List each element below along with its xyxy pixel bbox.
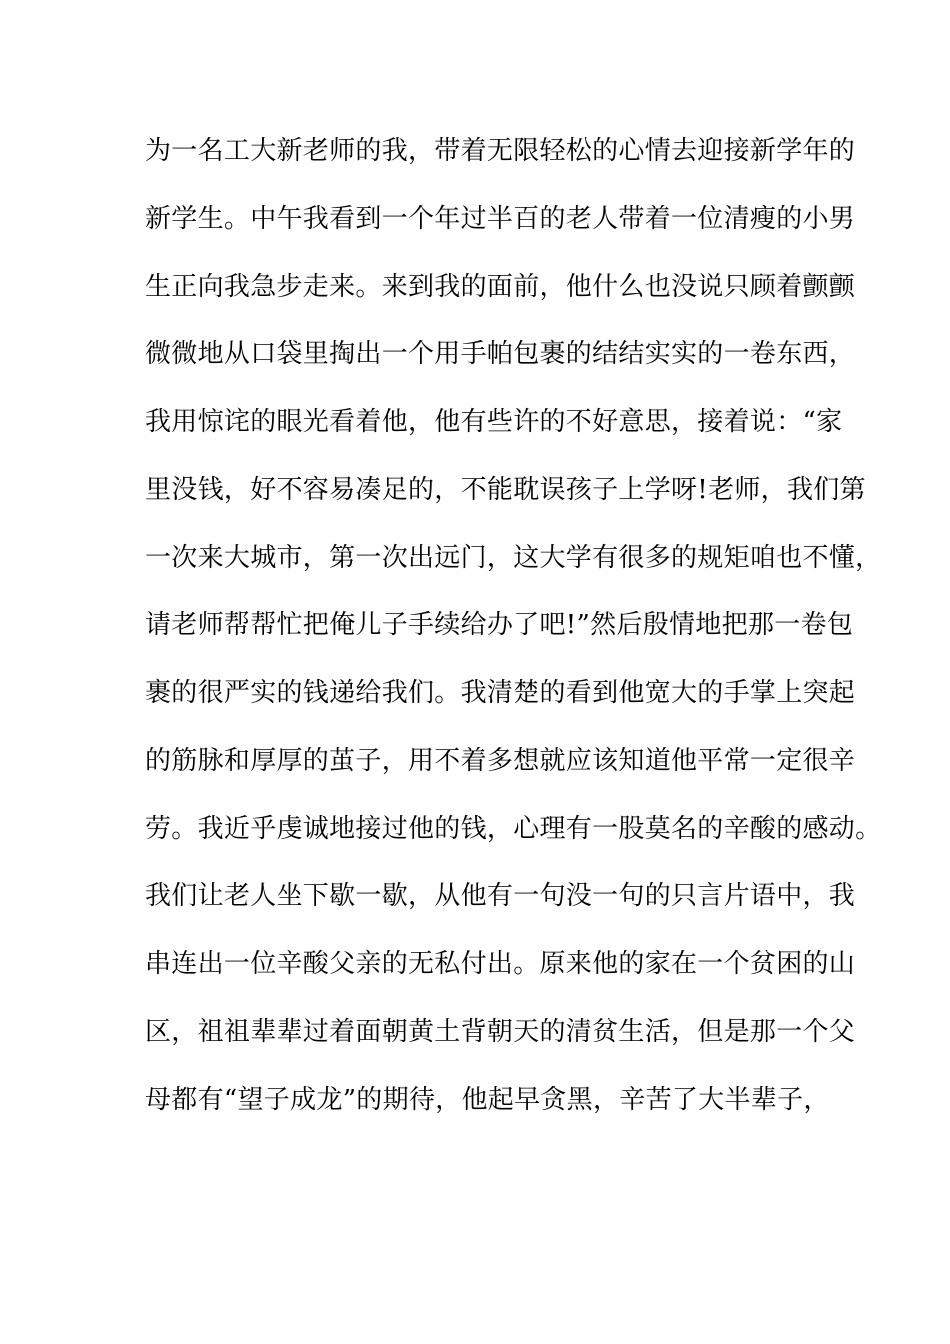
text-line: 新学生。中午我看到一个年过半百的老人带着一位清瘦的小男: [145, 203, 856, 234]
text-line: 串连出一位辛酸父亲的无私付出。原来他的家在一个贫困的山: [145, 949, 856, 979]
text-line: 区，祖祖辈辈过着面朝黄土背朝天的清贫生活，但是那一个父: [145, 1016, 856, 1047]
text-line: 劳。我近乎虔诚地接过他的钱，心理有一股莫名的辛酸的感动。: [145, 813, 882, 844]
text-line: 裹的很严实的钱递给我们。我清楚的看到他宽大的手掌上突起: [145, 678, 856, 708]
text-line: 请老师帮帮忙把俺儿子手续给办了吧!”然后殷情地把那一卷包: [145, 610, 854, 641]
text-line: 母都有“望子成龙”的期待，他起早贪黑，辛苦了大半辈子，: [145, 1084, 830, 1115]
body-text: [145, 129, 882, 1145]
text-line: 微微地从口袋里掏出一个用手帕包裹的结结实实的一卷东西，: [145, 339, 856, 370]
text-line: 一次来大城市，第一次出远门，这大学有很多的规矩咱也不懂，: [145, 542, 882, 573]
text-line: 我用惊诧的眼光看着他，他有些许的不好意思，接着说：“家: [145, 407, 843, 437]
text-line: 里没钱，好不容易凑足的，不能耽误孩子上学呀!老师，我们第: [145, 474, 866, 505]
text-line: 的筋脉和厚厚的茧子，用不着多想就应该知道他平常一定很辛: [145, 745, 856, 776]
text-line: 生正向我急步走来。来到我的面前，他什么也没说只顾着颤颤: [145, 271, 856, 302]
text-line: 我们让老人坐下歇一歇，从他有一句没一句的只言片语中，我: [145, 881, 856, 912]
text-line: 为一名工大新老师的我，带着无限轻松的心情去迎接新学年的: [145, 136, 856, 166]
